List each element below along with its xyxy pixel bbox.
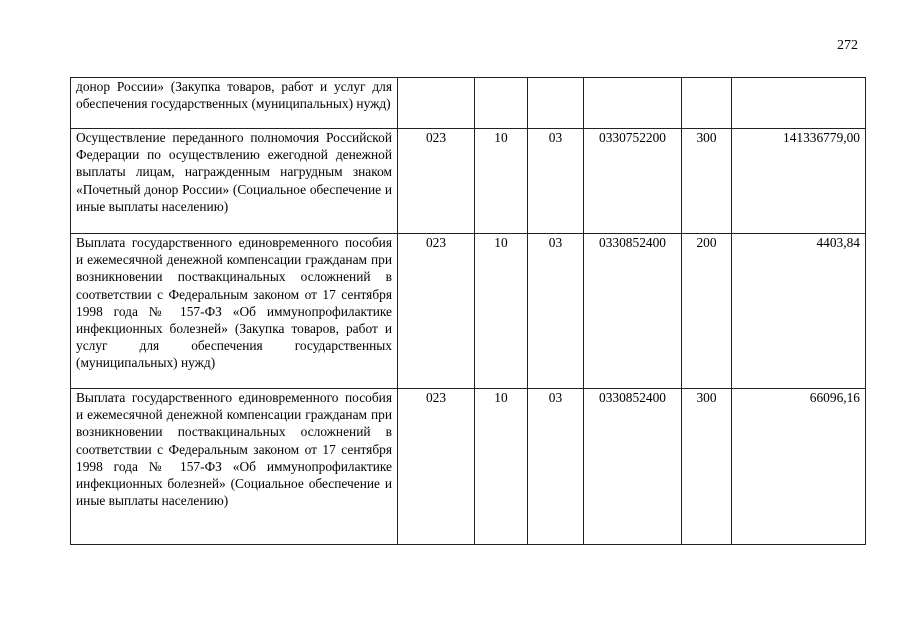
ministry-code: 023 — [398, 129, 475, 234]
target-article-code: 0330852400 — [584, 389, 682, 545]
section-code — [475, 78, 528, 129]
table-row — [71, 129, 866, 234]
expense-type-code — [682, 78, 732, 129]
ministry-code: 023 — [398, 234, 475, 389]
expense-type-code: 200 — [682, 234, 732, 389]
ministry-code: 023 — [398, 389, 475, 545]
expense-type-code: 300 — [682, 129, 732, 234]
amount-value: 4403,84 — [732, 234, 866, 389]
row-description: Выплата государственного единовременного пособия и ежемесячной денежной компенсации гражданам при возникновении поствакцинальных осложнений в соответствии с Федеральным законом от 17 сентября 1998 года № 157-ФЗ «Об иммунопрофилактике инфекционных болезней» (Закупка товаров, работ и услуг для обеспечения государственных (муниципальных) нужд) — [71, 234, 398, 389]
row-description: донор России» (Закупка товаров, работ и услуг для обеспечения государственных (муниципальных) нужд) — [71, 78, 398, 129]
target-article-code — [584, 78, 682, 129]
amount-value: 141336779,00 — [732, 129, 866, 234]
amount-value: 66096,16 — [732, 389, 866, 545]
ministry-code — [398, 78, 475, 129]
subsection-code: 03 — [528, 129, 584, 234]
amount-value — [732, 78, 866, 129]
page-number: 272 — [837, 38, 858, 53]
row-description: Выплата государственного единовременного пособия и ежемесячной денежной компенсации гражданам при возникновении поствакцинальных осложнений в соответствии с Федеральным законом от 17 сентября 1998 года № 157-ФЗ «Об иммунопрофилактике инфекционных болезней» (Социальное обеспечение и иные выплаты населению) — [71, 389, 398, 545]
section-code: 10 — [475, 389, 528, 545]
table-row — [71, 78, 866, 129]
budget-table — [70, 77, 866, 545]
subsection-code — [528, 78, 584, 129]
target-article-code: 0330852400 — [584, 234, 682, 389]
expense-type-code: 300 — [682, 389, 732, 545]
subsection-code: 03 — [528, 389, 584, 545]
subsection-code: 03 — [528, 234, 584, 389]
table-row — [71, 389, 866, 545]
target-article-code: 0330752200 — [584, 129, 682, 234]
table-row — [71, 234, 866, 389]
row-description: Осуществление переданного полномочия Российской Федерации по осуществлению ежегодной денежной выплаты лицам, награжденным нагрудным знаком «Почетный донор России» (Социальное обеспечение и иные выплаты населению) — [71, 129, 398, 234]
section-code: 10 — [475, 129, 528, 234]
section-code: 10 — [475, 234, 528, 389]
